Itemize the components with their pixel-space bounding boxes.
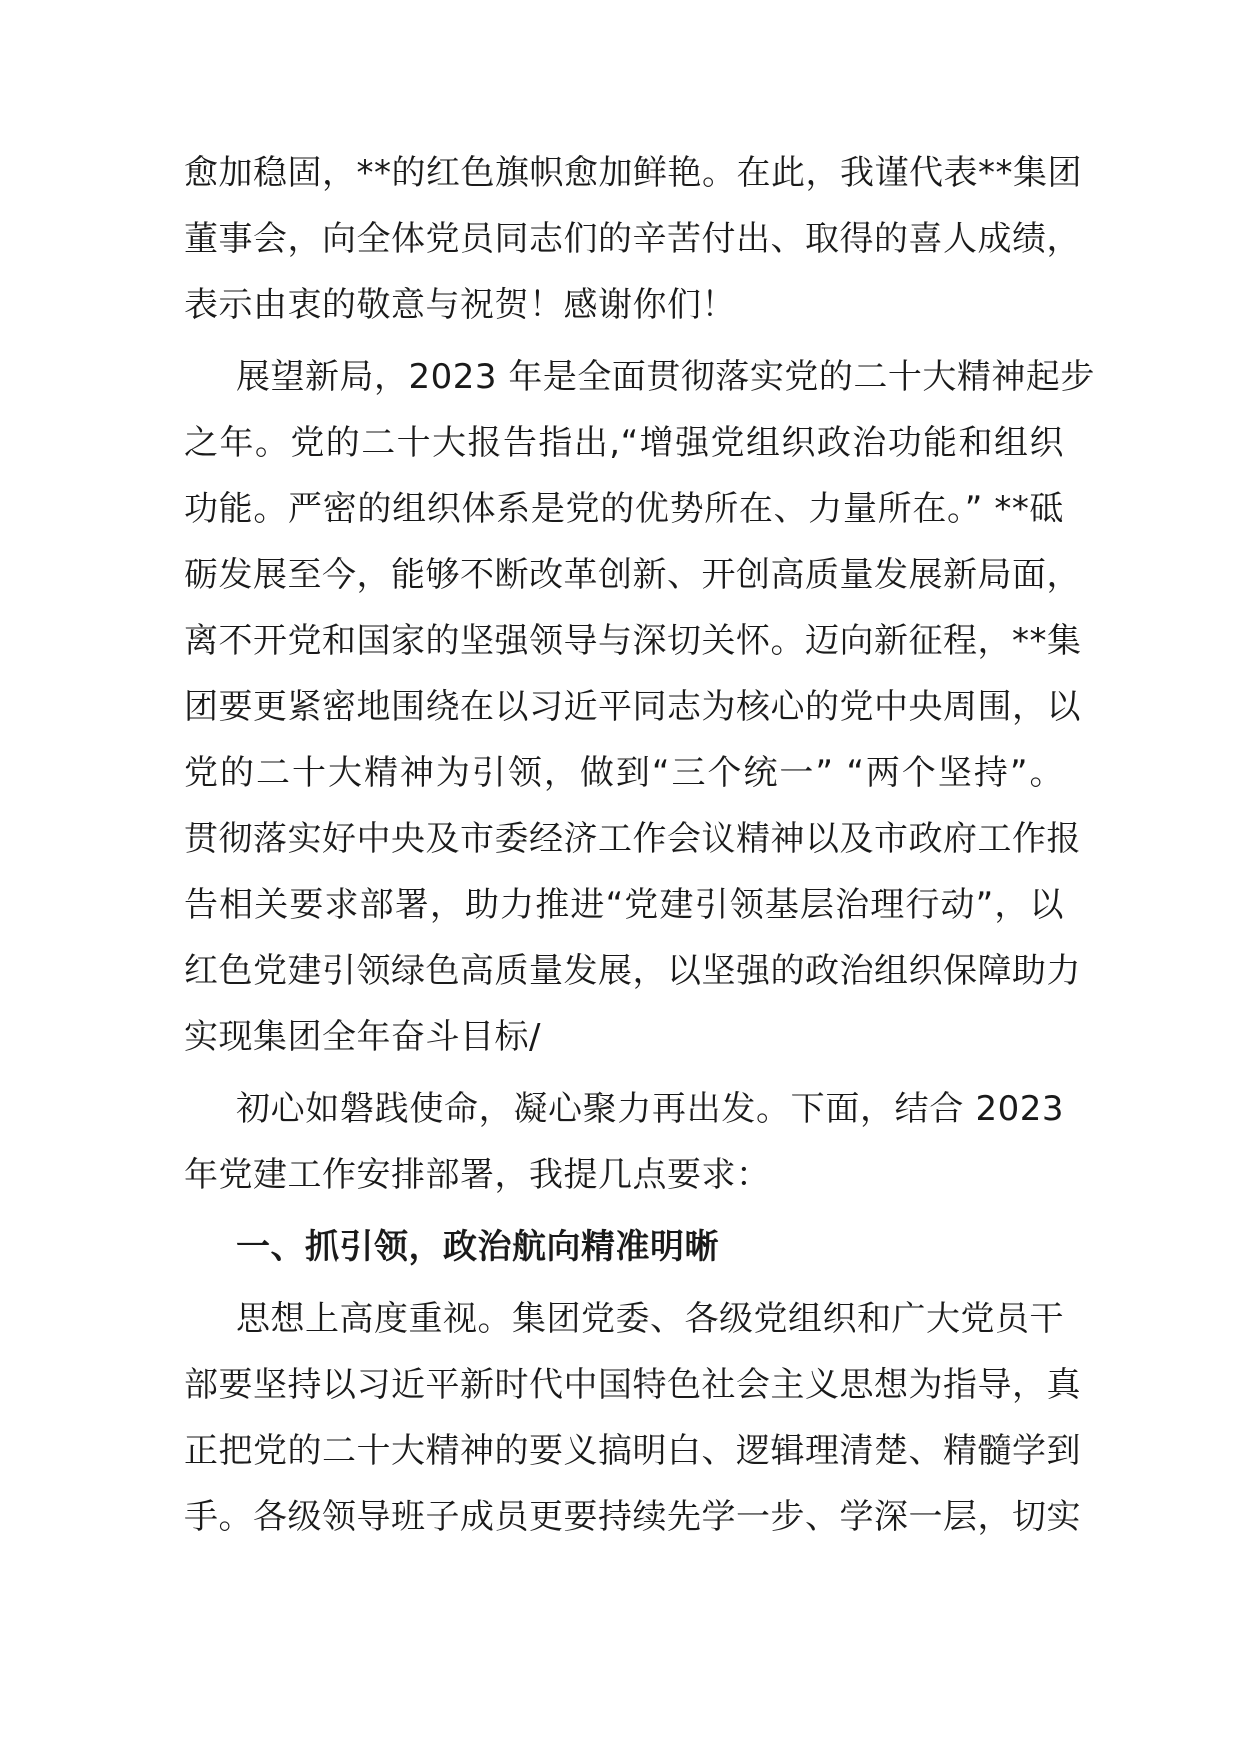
text-line: 告相关要求部署，助力推进“党建引领基层治理行动”，以 bbox=[184, 885, 1064, 925]
text-line: 贯彻落实好中央及市委经济工作会议精神以及市政府工作报 bbox=[184, 819, 1081, 859]
text-line: 展望新局，2023 年是全面贯彻落实党的二十大精神起步 bbox=[236, 357, 1095, 397]
paragraph-3 bbox=[184, 1076, 1064, 1208]
text-line: 愈加稳固，**的红色旗帜愈加鲜艳。在此，我谨代表**集团 bbox=[184, 153, 1082, 193]
section-heading bbox=[184, 1214, 1064, 1280]
text-line: 团要更紧密地围绕在以习近平同志为核心的党中央周围，以 bbox=[184, 687, 1081, 727]
text-line: 功能。严密的组织体系是党的优势所在、力量所在。” **砥 bbox=[184, 489, 1064, 529]
text-line: 离不开党和国家的坚强领导与深切关怀。迈向新征程，**集 bbox=[184, 621, 1082, 661]
text-line: 之年。党的二十大报告指出,“增强党组织政治功能和组织 bbox=[184, 423, 1064, 463]
paragraph-4 bbox=[184, 1286, 1081, 1550]
text-line: 表示由衷的敬意与祝贺！感谢你们！ bbox=[184, 285, 736, 325]
text-line: 砺发展至今，能够不断改革创新、开创高质量发展新局面， bbox=[184, 555, 1081, 595]
text-line: 党的二十大精神为引领，做到“三个统一” “两个坚持”。 bbox=[184, 753, 1064, 793]
text-line: 手。各级领导班子成员更要持续先学一步、学深一层，切实 bbox=[184, 1497, 1081, 1537]
text-line: 实现集团全年奋斗目标/ bbox=[184, 1017, 541, 1057]
text-line: 初心如磐践使命，凝心聚力再出发。下面，结合 2023 bbox=[236, 1089, 1064, 1129]
text-line: 年党建工作安排部署，我提几点要求： bbox=[184, 1155, 771, 1195]
text-line: 董事会，向全体党员同志们的辛苦付出、取得的喜人成绩， bbox=[184, 219, 1081, 259]
text-line: 红色党建引领绿色高质量发展，以坚强的政治组织保障助力 bbox=[184, 951, 1081, 991]
text-line: 思想上高度重视。集团党委、各级党组织和广大党员干 bbox=[236, 1299, 1064, 1339]
document-body bbox=[184, 140, 1095, 1550]
text-line: 正把党的二十大精神的要义搞明白、逻辑理清楚、精髓学到 bbox=[184, 1431, 1081, 1471]
section-heading-text: 一、抓引领，政治航向精准明晰 bbox=[236, 1227, 719, 1267]
paragraph-2 bbox=[184, 344, 1095, 1070]
paragraph-1 bbox=[184, 140, 1082, 338]
text-line: 部要坚持以习近平新时代中国特色社会主义思想为指导，真 bbox=[184, 1365, 1081, 1405]
